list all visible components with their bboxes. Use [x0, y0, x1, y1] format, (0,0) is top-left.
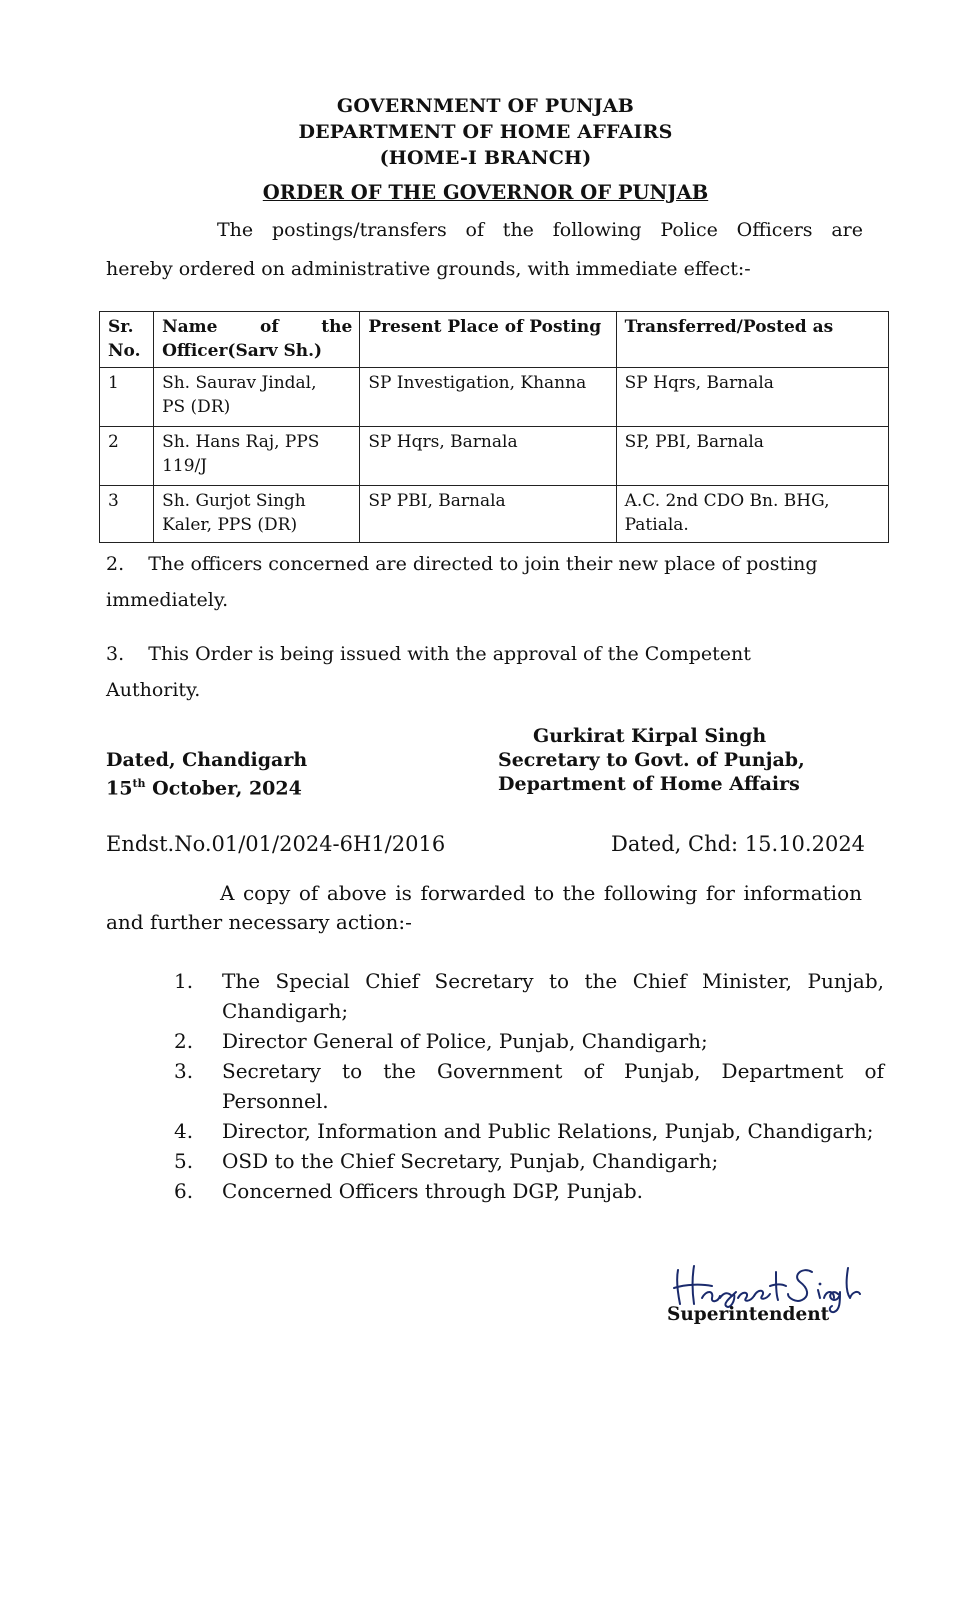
cell-name-line1: Sh. Hans Raj, PPS [162, 432, 320, 452]
header-officer-name [154, 312, 360, 368]
list-item [166, 1116, 884, 1146]
list-item-text: Concerned Officers through DGP, Punjab. [222, 1179, 643, 1203]
intro-line-1: The postings/transfers of the following Police Officers are [217, 219, 863, 241]
list-item [166, 1146, 884, 1176]
signatory-designation: Secretary to Govt. of Punjab, [498, 749, 805, 771]
cell-transferred-as [616, 427, 888, 486]
table-row [100, 486, 889, 543]
cell-officer-name [154, 427, 360, 486]
cell-sr: 1 [100, 368, 154, 427]
cell-name-line2: PS (DR) [162, 397, 231, 417]
intro-line-2: hereby ordered on administrative grounds, with immediate effect:- [106, 258, 751, 280]
list-item-text: Director General of Police, Punjab, Chandigarh; [222, 1029, 708, 1053]
order-title: ORDER OF THE GOVERNOR OF PUNJAB [262, 181, 709, 204]
cell-sr: 2 [100, 427, 154, 486]
para-2-line-1: 2. The officers concerned are directed to join their new place of posting [106, 553, 818, 575]
header-name-line1: Name of the [162, 317, 353, 337]
table-row [100, 368, 889, 427]
header-branch: (HOME-I BRANCH) [379, 147, 592, 169]
date-month-year: October, 2024 [145, 777, 302, 800]
list-item-number: 1. [174, 969, 194, 993]
cell-name-line2: 119/J [162, 456, 208, 476]
header-department: DEPARTMENT OF HOME AFFAIRS [298, 121, 673, 143]
cell-transferred-as [616, 368, 888, 427]
list-item [166, 1056, 884, 1116]
cell-present-posting: SP Investigation, Khanna [360, 368, 616, 427]
list-item-text: Secretary to the Government of Punjab, Department of Personnel. [222, 1059, 884, 1113]
signatory-department: Department of Home Affairs [498, 773, 800, 795]
list-item-number: 3. [174, 1059, 194, 1083]
header-name-line2: Officer(Sarv Sh.) [162, 341, 323, 361]
cell-to-line2: Patiala. [624, 515, 689, 535]
date-day: 15 [106, 777, 133, 800]
dated-place: Dated, Chandigarh [106, 749, 308, 771]
forward-text: A copy of above is forwarded to the following for information and further necessary action:- [106, 881, 862, 934]
cell-present-posting: SP Hqrs, Barnala [360, 427, 616, 486]
list-item [166, 966, 884, 1026]
header-government: GOVERNMENT OF PUNJAB [336, 95, 635, 117]
header-sr-line2: No. [108, 341, 141, 361]
header-sr-no [100, 312, 154, 368]
cell-name-line1: Sh. Gurjot Singh [162, 491, 306, 511]
list-item-text: Director, Information and Public Relations, Punjab, Chandigarh; [222, 1119, 874, 1143]
cell-transferred-as [616, 486, 888, 543]
date-suffix: th [132, 777, 146, 790]
para-3-line-1: 3. This Order is being issued with the approval of the Competent [106, 643, 751, 665]
list-item-text: The Special Chief Secretary to the Chief Minister, Punjab, Chandigarh; [222, 969, 884, 1023]
header-present-posting: Present Place of Posting [360, 312, 616, 368]
table-row [100, 427, 889, 486]
table-header-row [100, 312, 889, 368]
list-item [166, 1026, 884, 1056]
list-item-number: 4. [174, 1119, 194, 1143]
cell-officer-name [154, 486, 360, 543]
postings-table [99, 311, 889, 543]
cell-present-posting: SP PBI, Barnala [360, 486, 616, 543]
dated-date [106, 772, 302, 800]
signatory-name: Gurkirat Kirpal Singh [533, 725, 767, 747]
cell-officer-name [154, 368, 360, 427]
cell-sr: 3 [100, 486, 154, 543]
header-transferred-as: Transferred/Posted as [616, 312, 888, 368]
list-item-number: 6. [174, 1179, 194, 1203]
endorsement-date: Dated, Chd: 15.10.2024 [611, 832, 866, 856]
cell-to-line1: A.C. 2nd CDO Bn. BHG, [624, 491, 830, 511]
header-sr-line1: Sr. [108, 317, 134, 337]
superintendent-designation: Superintendent [667, 1304, 830, 1325]
cell-to-line1: SP, PBI, Barnala [624, 432, 764, 452]
list-item-text: OSD to the Chief Secretary, Punjab, Chandigarh; [222, 1149, 719, 1173]
copy-to-list [166, 966, 884, 1206]
cell-name-line1: Sh. Saurav Jindal, [162, 373, 317, 393]
cell-name-line2: Kaler, PPS (DR) [162, 515, 298, 535]
para-3-line-2: Authority. [106, 679, 201, 701]
list-item [166, 1176, 884, 1206]
list-item-number: 2. [174, 1029, 194, 1053]
list-item-number: 5. [174, 1149, 194, 1173]
cell-to-line1: SP Hqrs, Barnala [624, 373, 774, 393]
para-2-line-2: immediately. [106, 589, 229, 611]
endorsement-number: Endst.No.01/01/2024-6H1/2016 [106, 832, 446, 856]
